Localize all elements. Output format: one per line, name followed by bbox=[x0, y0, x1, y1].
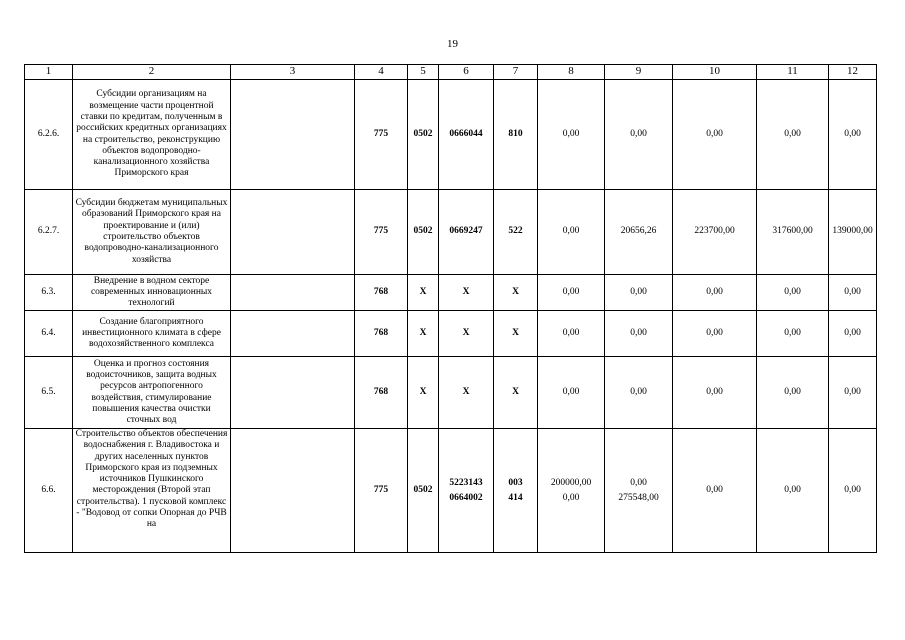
table-row bbox=[25, 357, 877, 429]
cell-col5: X bbox=[408, 357, 439, 429]
cell-col8: 0,00 bbox=[538, 275, 605, 311]
cell-col6 bbox=[439, 429, 494, 553]
cell-col4: 775 bbox=[355, 190, 408, 275]
cell-col12: 139000,00 bbox=[829, 190, 877, 275]
cell-col9: 0,00 bbox=[605, 80, 673, 190]
cell-col11: 0,00 bbox=[757, 80, 829, 190]
cell-col3 bbox=[231, 275, 355, 311]
cell-col9 bbox=[605, 429, 673, 553]
cell-col10: 0,00 bbox=[673, 429, 757, 553]
cell-col3 bbox=[231, 80, 355, 190]
row-description: Внедрение в водном секторе современных инновационных технологий bbox=[73, 275, 231, 311]
cell-col8-line1: 200000,00 bbox=[550, 477, 592, 488]
cell-col5: 0502 bbox=[408, 429, 439, 553]
cell-col8: 0,00 bbox=[538, 311, 605, 357]
cell-col11: 0,00 bbox=[757, 429, 829, 553]
row-number: 6.2.6. bbox=[25, 80, 73, 190]
cell-col6: 0666044 bbox=[439, 80, 494, 190]
column-header: 3 bbox=[231, 65, 355, 80]
cell-col9-line1: 0,00 bbox=[630, 477, 647, 488]
page-number: 19 bbox=[447, 38, 458, 50]
cell-col7: 522 bbox=[494, 190, 538, 275]
cell-col10: 0,00 bbox=[673, 311, 757, 357]
column-header: 6 bbox=[439, 65, 494, 80]
cell-col9: 0,00 bbox=[605, 357, 673, 429]
table-row bbox=[25, 311, 877, 357]
cell-col6: X bbox=[439, 357, 494, 429]
row-number: 6.4. bbox=[25, 311, 73, 357]
cell-col4: 768 bbox=[355, 357, 408, 429]
cell-col8: 0,00 bbox=[538, 80, 605, 190]
row-description: Создание благоприятного инвестиционного климата в сфере водохозяйственного комплекса bbox=[73, 311, 231, 357]
cell-col4: 775 bbox=[355, 429, 408, 553]
row-description: Оценка и прогноз состояния водоисточников, защита водных ресурсов антропогенного воздействия, стимулирование повышения качества очистки сточных вод bbox=[73, 357, 231, 429]
cell-col4: 775 bbox=[355, 80, 408, 190]
cell-col7 bbox=[494, 429, 538, 553]
cell-col7-line1: 003 bbox=[508, 477, 523, 488]
column-header: 10 bbox=[673, 65, 757, 80]
cell-col7: X bbox=[494, 275, 538, 311]
cell-col10: 0,00 bbox=[673, 357, 757, 429]
cell-col5: X bbox=[408, 275, 439, 311]
cell-col3 bbox=[231, 190, 355, 275]
cell-col10: 223700,00 bbox=[673, 190, 757, 275]
cell-col6: 0669247 bbox=[439, 190, 494, 275]
cell-col9-line2: 275548,00 bbox=[618, 492, 659, 503]
cell-col11: 0,00 bbox=[757, 275, 829, 311]
column-header: 7 bbox=[494, 65, 538, 80]
row-description: Строительство объектов обеспечения водоснабжения г. Владивостока и других населенных пунктов Приморского края из подземных источников Пушкинского месторождения (Второй этап строительства). 1 пусковой комплекс - "Водовод от сопки Опорная до РЧВ на bbox=[73, 429, 231, 553]
cell-col4: 768 bbox=[355, 275, 408, 311]
table-row bbox=[25, 275, 877, 311]
column-header: 9 bbox=[605, 65, 673, 80]
column-header: 8 bbox=[538, 65, 605, 80]
row-description: Субсидии организациям на возмещение части процентной ставки по кредитам, полученным в российских кредитных организациях на строительство, реконструкцию объектов водопроводно-канализационного хозяйства Приморского края bbox=[73, 80, 231, 190]
cell-col7: X bbox=[494, 311, 538, 357]
column-header: 4 bbox=[355, 65, 408, 80]
cell-col6: X bbox=[439, 275, 494, 311]
cell-col7-line2: 414 bbox=[508, 492, 523, 503]
cell-col5: X bbox=[408, 311, 439, 357]
cell-col5: 0502 bbox=[408, 80, 439, 190]
cell-col3 bbox=[231, 429, 355, 553]
cell-col5: 0502 bbox=[408, 190, 439, 275]
cell-col8: 0,00 bbox=[538, 357, 605, 429]
budget-table bbox=[24, 64, 877, 553]
column-header: 5 bbox=[408, 65, 439, 80]
column-header: 12 bbox=[829, 65, 877, 80]
table-row bbox=[25, 190, 877, 275]
cell-col10: 0,00 bbox=[673, 80, 757, 190]
cell-col9: 0,00 bbox=[605, 275, 673, 311]
cell-col10: 0,00 bbox=[673, 275, 757, 311]
cell-col12: 0,00 bbox=[829, 357, 877, 429]
row-description: Субсидии бюджетам муниципальных образований Приморского края на проектирование и (или) строительство объектов водопроводно-канализационного хозяйства bbox=[73, 190, 231, 275]
cell-col7: X bbox=[494, 357, 538, 429]
column-header: 1 bbox=[25, 65, 73, 80]
header-row bbox=[25, 65, 877, 80]
cell-col7: 810 bbox=[494, 80, 538, 190]
cell-col12: 0,00 bbox=[829, 311, 877, 357]
cell-col3 bbox=[231, 311, 355, 357]
cell-col11: 0,00 bbox=[757, 357, 829, 429]
cell-col6-line1: 5223143 bbox=[449, 477, 483, 488]
row-number: 6.3. bbox=[25, 275, 73, 311]
column-header: 11 bbox=[757, 65, 829, 80]
table-row bbox=[25, 80, 877, 190]
cell-col12: 0,00 bbox=[829, 429, 877, 553]
cell-col6: X bbox=[439, 311, 494, 357]
row-number: 6.5. bbox=[25, 357, 73, 429]
cell-col12: 0,00 bbox=[829, 275, 877, 311]
row-number: 6.6. bbox=[25, 429, 73, 553]
column-header: 2 bbox=[73, 65, 231, 80]
cell-col11: 0,00 bbox=[757, 311, 829, 357]
cell-col8: 0,00 bbox=[538, 190, 605, 275]
row-number: 6.2.7. bbox=[25, 190, 73, 275]
cell-col9: 0,00 bbox=[605, 311, 673, 357]
cell-col9: 20656,26 bbox=[605, 190, 673, 275]
table-row bbox=[25, 429, 877, 553]
cell-col3 bbox=[231, 357, 355, 429]
cell-col8-line2: 0,00 bbox=[562, 492, 580, 503]
cell-col8 bbox=[538, 429, 605, 553]
cell-col4: 768 bbox=[355, 311, 408, 357]
cell-col6-line2: 0664002 bbox=[449, 492, 483, 503]
cell-col12: 0,00 bbox=[829, 80, 877, 190]
cell-col11: 317600,00 bbox=[757, 190, 829, 275]
